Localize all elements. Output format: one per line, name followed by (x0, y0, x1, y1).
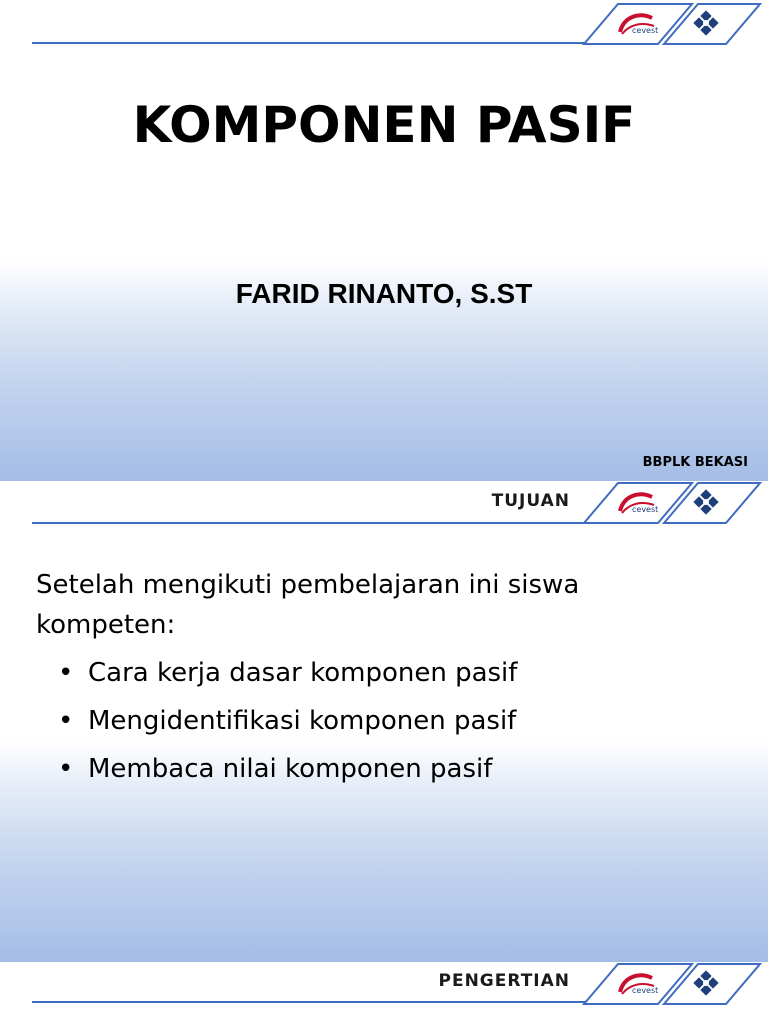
logo-banner (580, 481, 762, 525)
slide-pengertian[interactable] (0, 962, 768, 1024)
list-item-text: Cara kerja dasar komponen pasif (88, 658, 518, 688)
slide-title-text: KOMPONEN PASIF (132, 96, 636, 154)
header-logos (580, 481, 762, 525)
objective-intro (36, 565, 636, 645)
objective-list (58, 649, 517, 793)
list-item-text: Mengidentifikasi komponen pasif (88, 706, 517, 736)
logo-banner (580, 962, 762, 1006)
list-item (58, 697, 517, 745)
cevest-logo-text: cevest (632, 986, 659, 995)
logo-banner (580, 2, 762, 46)
list-item-text: Membaca nilai komponen pasif (88, 754, 493, 784)
slide-title[interactable] (0, 0, 768, 481)
presenter-name: FARID RINANTO, S.ST (235, 278, 533, 309)
organization-label: BBPLK BEKASI (642, 455, 748, 470)
slide-tujuan[interactable] (0, 481, 768, 962)
cevest-logo-text: cevest (632, 26, 659, 35)
list-item (58, 745, 517, 793)
header-logos (580, 962, 762, 1006)
cevest-logo-text: cevest (632, 505, 659, 514)
slide-header-title: PENGERTIAN (438, 971, 570, 991)
slide-background (0, 0, 768, 481)
header-rule (32, 1001, 588, 1003)
bullet-icon: • (58, 658, 74, 688)
bullet-icon: • (58, 706, 74, 736)
objective-intro-line: kompeten: (36, 610, 176, 640)
slide-header-title: TUJUAN (491, 491, 570, 511)
header-rule (32, 522, 588, 524)
header-rule (32, 42, 588, 44)
list-item (58, 649, 517, 697)
header-logos (580, 2, 762, 46)
bullet-icon: • (58, 754, 74, 784)
objective-intro-line: Setelah mengikuti pembelajaran ini siswa (36, 570, 580, 600)
